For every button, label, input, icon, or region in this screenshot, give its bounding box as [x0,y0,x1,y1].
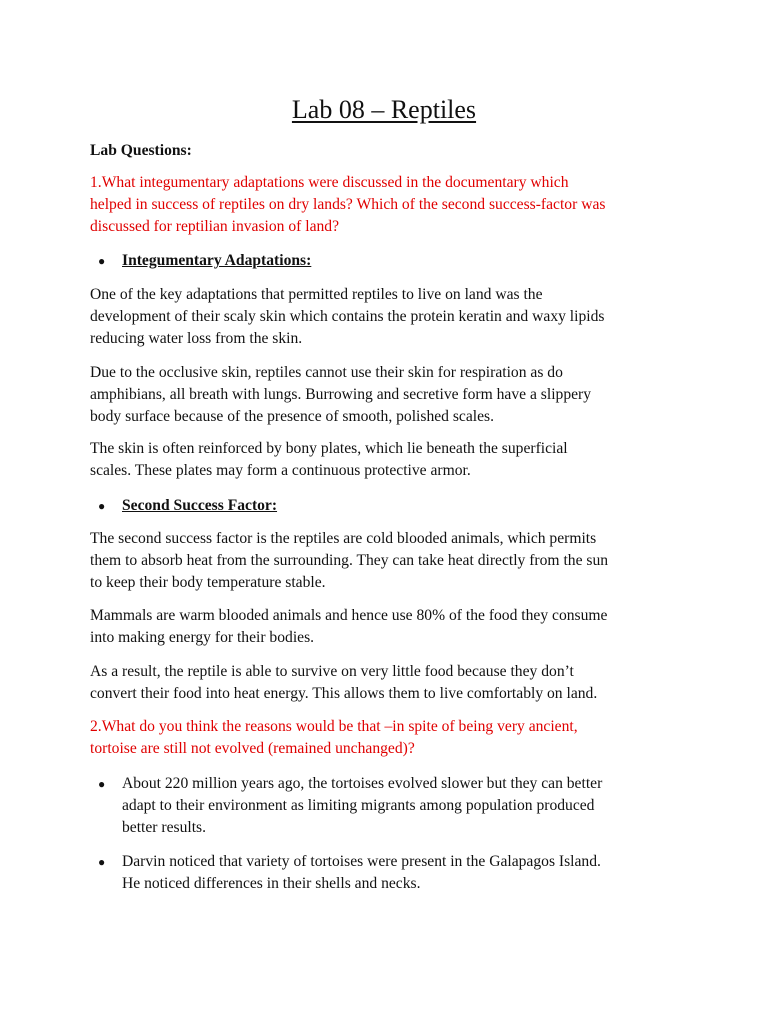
answer-bullet [98,773,688,839]
question-1-line: 1.What integumentary adaptations were discussed in the documentary which [90,174,569,191]
paragraph-line: The second success factor is the reptiles are cold blooded animals, which permits [90,530,597,547]
answer-line: Darvin noticed that variety of tortoises were present in the Galapagos Island. [122,853,601,870]
paragraph [90,362,690,428]
page-title: Lab 08 – Reptiles [291,95,477,124]
paragraph-line: convert their food into heat energy. This allows them to live comfortably on land. [90,685,598,702]
bullet-dot: ● [98,855,106,869]
bullet-dot: ● [98,499,106,513]
paragraph-line: As a result, the reptile is able to survive on very little food because they don’t [90,663,574,680]
question-1-line: helped in success of reptiles on dry lands? Which of the second success-factor was [90,196,606,213]
question-2-line: 2.What do you think the reasons would be that –in spite of being very ancient, [90,718,578,735]
paragraph [90,661,690,705]
bullet-dot: ● [98,777,106,791]
question-2 [90,716,690,760]
paragraph-line: One of the key adaptations that permitted reptiles to live on land was the [90,286,543,303]
paragraph-line: reducing water loss from the skin. [90,330,303,347]
question-1 [90,172,690,238]
paragraph-line: Mammals are warm blooded animals and hence use 80% of the food they consume [90,607,608,624]
answer-text [122,773,688,839]
paragraph-line: The skin is often reinforced by bony plates, which lie beneath the superficial [90,440,568,457]
paragraph-line: development of their scaly skin which contains the protein keratin and waxy lipids [90,308,605,325]
paragraph-line: into making energy for their bodies. [90,629,315,646]
paragraph [90,605,690,649]
answer-line: better results. [122,819,207,836]
paragraph-line: body surface because of the presence of smooth, polished scales. [90,408,494,425]
paragraph-line: to keep their body temperature stable. [90,574,326,591]
answer-line: About 220 million years ago, the tortoises evolved slower but they can better [122,775,603,792]
paragraph [90,284,690,350]
section-heading-text: Second Success Factor: [122,497,278,514]
answer-text [122,851,688,895]
paragraph [90,528,690,594]
answer-bullet [98,851,688,895]
answer-line: adapt to their environment as limiting migrants among population produced [122,797,595,814]
answer-line: He noticed differences in their shells and necks. [122,875,421,892]
paragraph-line: scales. These plates may form a continuous protective armor. [90,462,471,479]
question-1-line: discussed for reptilian invasion of land? [90,218,340,235]
lab-questions-label: Lab Questions: [90,142,192,159]
paragraph-line: them to absorb heat from the surrounding. They can take heat directly from the sun [90,552,609,569]
paragraph-line: Due to the occlusive skin, reptiles cannot use their skin for respiration as do [90,364,563,381]
section-heading-text: Integumentary Adaptations: [122,252,312,269]
paragraph-line: amphibians, all breath with lungs. Burrowing and secretive form have a slippery [90,386,592,403]
question-2-line: tortoise are still not evolved (remained unchanged)? [90,740,415,757]
paragraph [90,438,690,482]
bullet-dot: ● [98,254,106,268]
